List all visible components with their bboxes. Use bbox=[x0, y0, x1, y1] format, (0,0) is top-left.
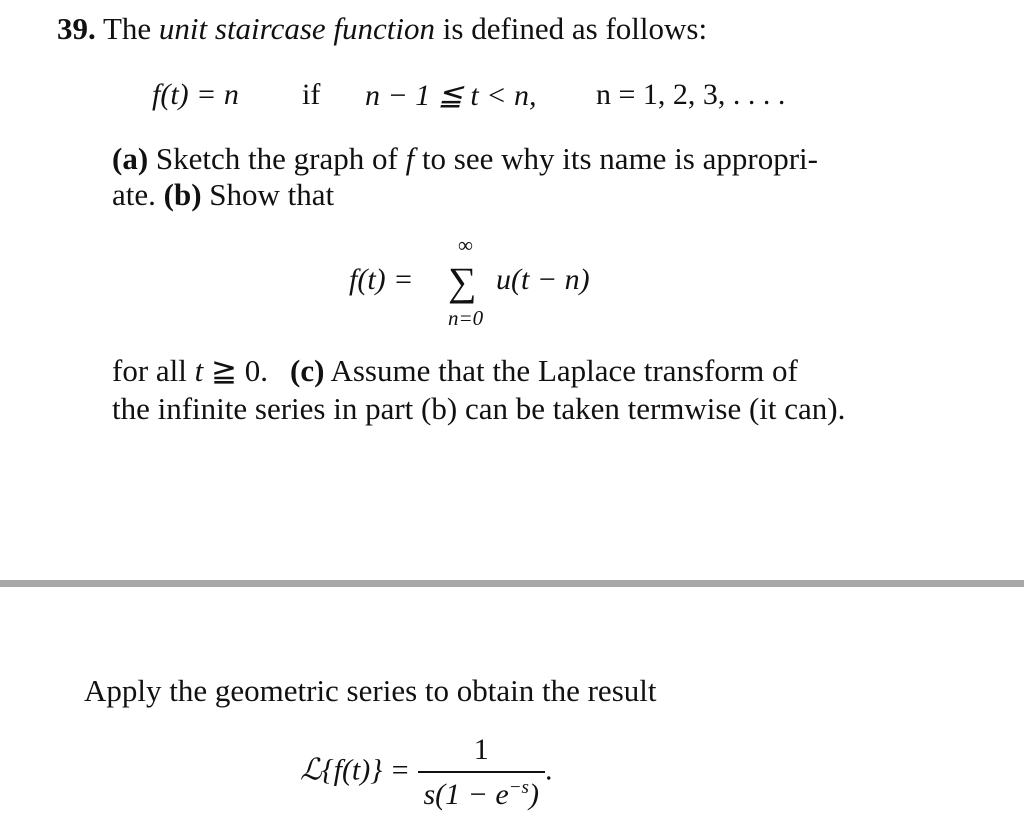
section-divider bbox=[0, 580, 1024, 587]
fraction-numerator: 1 bbox=[473, 733, 489, 766]
part-a-line2: ate. bbox=[112, 177, 164, 212]
part-c-text: Assume that the Laplace transform of bbox=[324, 353, 798, 388]
intro-pre: The bbox=[102, 11, 159, 46]
series-lhs: f(t) = bbox=[349, 263, 414, 296]
part-a-text: Sketch the graph of bbox=[148, 141, 406, 176]
fraction-bar bbox=[418, 771, 545, 773]
sigma-symbol: ∑ bbox=[448, 259, 477, 304]
series-lower-limit: n=0 bbox=[448, 306, 484, 330]
result-fraction bbox=[418, 733, 545, 812]
part-a-line bbox=[112, 140, 818, 178]
definition-condition: n − 1 ≦ t < n, bbox=[365, 79, 537, 112]
part-a-label: (a) bbox=[112, 141, 149, 176]
instruction-text: Apply the geometric series to obtain the result bbox=[84, 673, 657, 708]
part-a-rest: to see why its name is appropri- bbox=[414, 141, 818, 176]
part-b-label: (b) bbox=[163, 177, 202, 212]
series-upper-limit: ∞ bbox=[458, 233, 473, 257]
part-c-line bbox=[112, 352, 798, 390]
definition-if: if bbox=[302, 78, 321, 111]
definition-range: n = 1, 2, 3, . . . . bbox=[596, 78, 786, 111]
result-equation bbox=[300, 733, 552, 812]
line-c-cond: ≧ 0. bbox=[203, 353, 268, 388]
part-b-line bbox=[112, 176, 334, 214]
result-lhs: ℒ{f(t)} = bbox=[300, 753, 410, 787]
part-c-line2: the infinite series in part (b) can be taken termwise (it can). bbox=[112, 391, 846, 426]
line-c-t: t bbox=[194, 353, 204, 388]
part-a-f: f bbox=[405, 141, 415, 176]
problem-number: 39. bbox=[57, 11, 96, 46]
problem-heading bbox=[57, 10, 707, 48]
fraction-denominator: $s(1 - e^{-s})$ bbox=[423, 777, 539, 811]
denominator-exponent: −s bbox=[508, 777, 529, 798]
term-unit-staircase: unit staircase function bbox=[158, 11, 436, 46]
trailing-period: . bbox=[544, 753, 553, 787]
part-b-text: Show that bbox=[201, 177, 335, 212]
intro-post: is defined as follows: bbox=[435, 11, 708, 46]
series-term: u(t − n) bbox=[496, 263, 590, 296]
part-c-label: (c) bbox=[290, 353, 325, 388]
definition-lhs: f(t) = n bbox=[152, 78, 239, 111]
line-c-pre: for all bbox=[112, 353, 195, 388]
